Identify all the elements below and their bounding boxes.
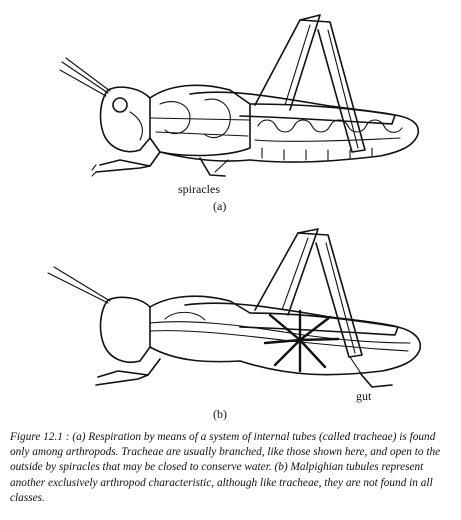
gut-label: gut bbox=[356, 389, 372, 403]
grasshopper-malpighian-drawing bbox=[0, 215, 461, 430]
panel-b-label: (b) bbox=[213, 407, 227, 421]
grasshopper-tracheae-drawing bbox=[0, 0, 461, 215]
figure-caption: Figure 12.1 : (a) Respiration by means of a system of internal tubes (called tracheae) is found only among arthropods. Tracheae are usually branched, like those shown here, and open to the outside by spiracles that may be closed to conserve water. (b) Malpighian tubules represent another exclusively arthropod characteristic, although like tracheae, they are not found in all classes. bbox=[10, 431, 441, 504]
panel-a-label: (a) bbox=[213, 199, 227, 213]
spiracles-label: spiracles bbox=[178, 182, 220, 196]
